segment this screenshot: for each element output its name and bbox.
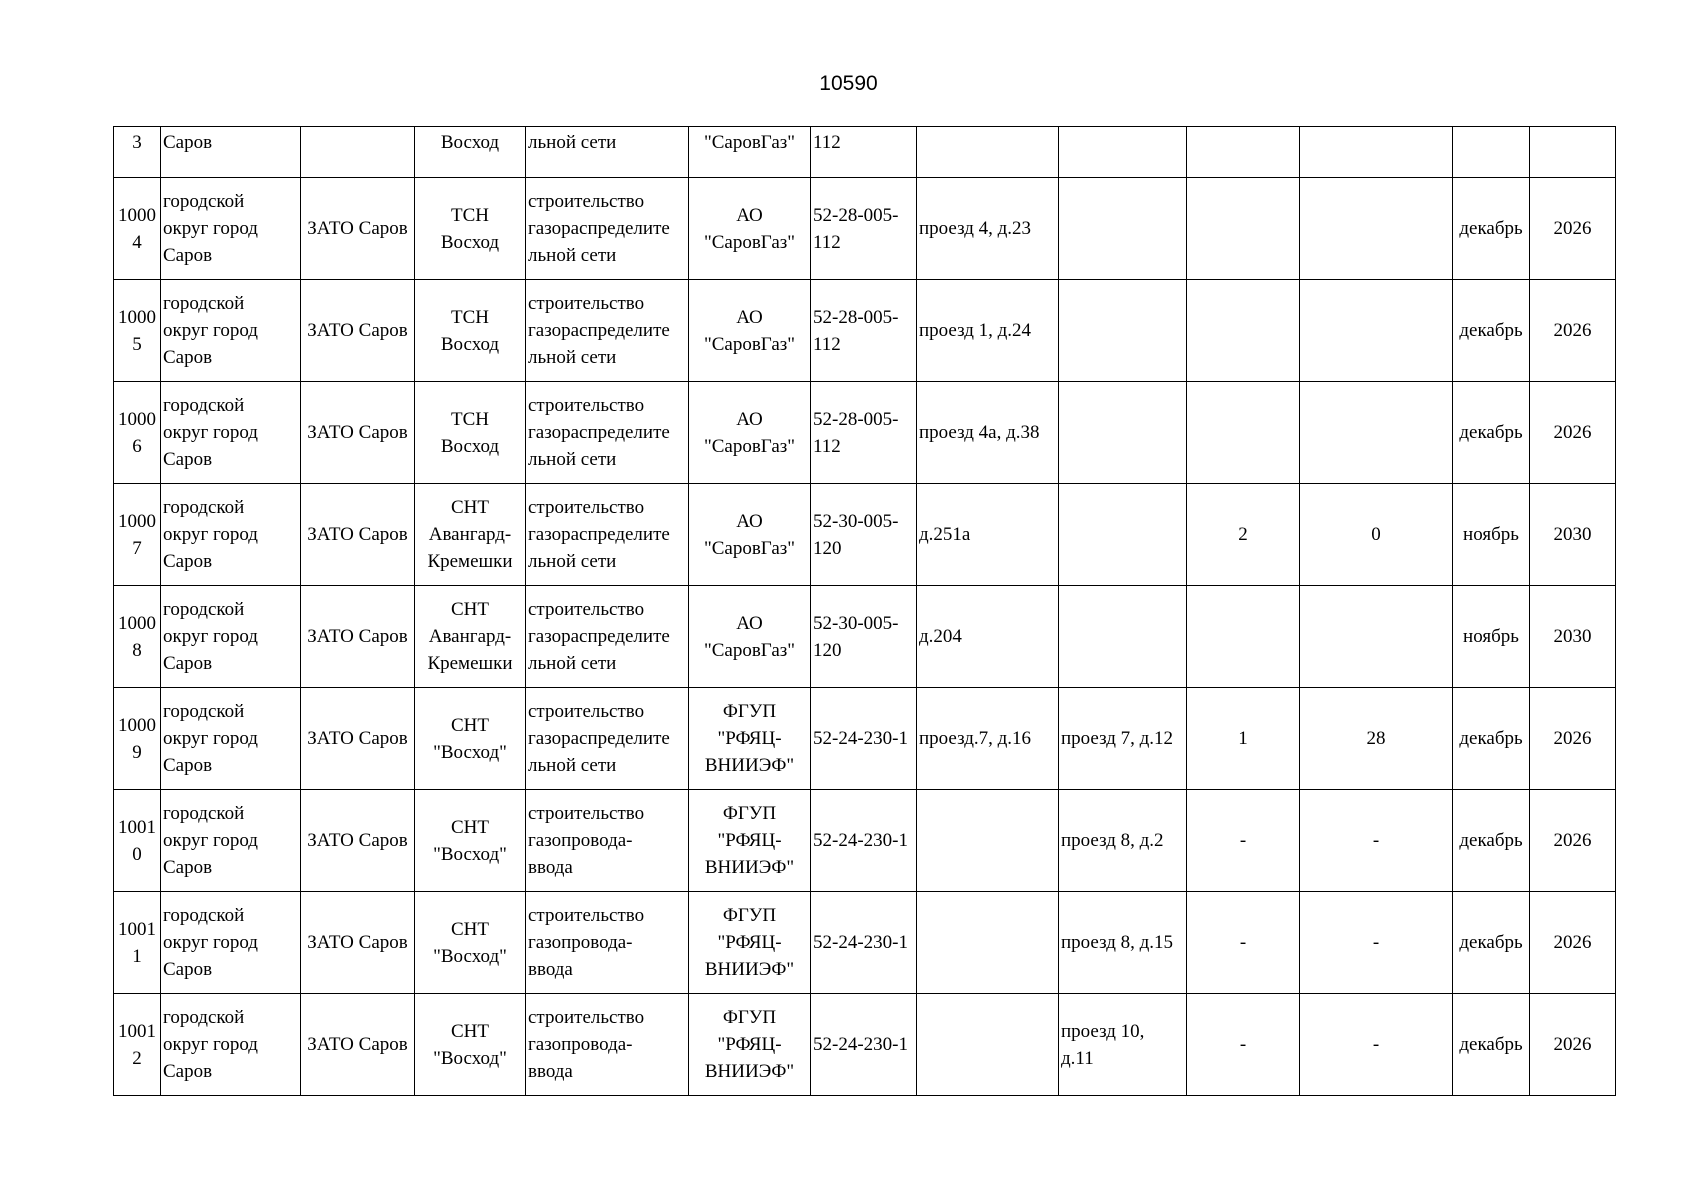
cell-municipality	[161, 994, 301, 1096]
cell-text: 52-28-005- 112	[813, 408, 899, 457]
cell-text: д.204	[919, 626, 962, 647]
cell-month	[1453, 178, 1530, 280]
cell-address1	[917, 280, 1059, 382]
table-row	[114, 994, 1616, 1096]
cell-num	[114, 484, 161, 586]
cell-address2	[1059, 688, 1187, 790]
cell-text: строительство газораспределите льной сети	[528, 293, 670, 368]
cell-text: 1000 7	[118, 510, 156, 559]
cell-settlement	[415, 586, 526, 688]
cell-text: ЗАТО Саров	[307, 830, 408, 851]
cell-address2	[1059, 484, 1187, 586]
cell-district	[301, 688, 415, 790]
table-row	[114, 382, 1616, 484]
cell-num	[114, 790, 161, 892]
cell-work	[526, 280, 689, 382]
cell-cadastral	[811, 586, 917, 688]
cell-district	[301, 280, 415, 382]
cell-cadastral	[811, 994, 917, 1096]
cell-address1	[917, 382, 1059, 484]
cell-municipality	[161, 790, 301, 892]
cell-address1	[917, 484, 1059, 586]
cell-year	[1530, 586, 1616, 688]
cell-month	[1453, 688, 1530, 790]
cell-count1	[1187, 382, 1300, 484]
cell-text: ЗАТО Саров	[307, 422, 408, 443]
cell-text: -	[1372, 1034, 1380, 1055]
cell-work	[526, 994, 689, 1096]
cell-text: -	[1239, 1034, 1247, 1055]
cell-text: городской округ город Саров	[163, 1007, 258, 1082]
cell-municipality	[161, 484, 301, 586]
cell-text: 52-24-230-1	[813, 728, 908, 749]
cell-text: городской округ город Саров	[163, 599, 258, 674]
cell-year	[1530, 178, 1616, 280]
page-number: 10590	[819, 72, 878, 95]
cell-text: АО "СаровГаз"	[703, 408, 796, 457]
cell-settlement	[415, 484, 526, 586]
cell-count2	[1300, 382, 1453, 484]
cell-text: городской округ город Саров	[163, 803, 258, 878]
cell-count2	[1300, 994, 1453, 1096]
cell-settlement: Восход	[415, 127, 526, 178]
cell-year	[1530, 382, 1616, 484]
cell-text: ноябрь	[1463, 524, 1519, 545]
cell-work	[526, 382, 689, 484]
cell-year	[1530, 790, 1616, 892]
cell-org	[689, 484, 811, 586]
cell-org	[689, 994, 811, 1096]
cell-text: проезд.7, д.16	[919, 728, 1032, 749]
cell-address2	[1059, 382, 1187, 484]
table-row	[114, 484, 1616, 586]
cell-address2	[1059, 790, 1187, 892]
cell-text: строительство газораспределите льной сети	[528, 395, 670, 470]
cell-month	[1453, 892, 1530, 994]
cell-address2	[1059, 892, 1187, 994]
cell-text: строительство газораспределите льной сети	[528, 701, 670, 776]
cell-address2	[1059, 586, 1187, 688]
cell-text: проезд 7, д.12	[1061, 728, 1174, 749]
cell-text: ноябрь	[1463, 626, 1519, 647]
cell-municipality	[161, 382, 301, 484]
cell-settlement	[415, 790, 526, 892]
cell-count1	[1187, 586, 1300, 688]
cell-text: ЗАТО Саров	[307, 728, 408, 749]
cell-district	[301, 586, 415, 688]
cell-text: АО "СаровГаз"	[703, 306, 796, 355]
cell-text: СНТ "Восход"	[433, 1020, 507, 1069]
cell-cadastral	[811, 892, 917, 994]
cell-count2	[1300, 790, 1453, 892]
cell-address2	[1059, 178, 1187, 280]
cell-text: -	[1239, 830, 1247, 851]
cell-num	[114, 688, 161, 790]
cell-text: ТСН Восход	[440, 306, 500, 355]
cell-num	[114, 280, 161, 382]
cell-org	[689, 178, 811, 280]
cell-text: ЗАТО Саров	[307, 626, 408, 647]
cell-text: СНТ Авангард- Кремешки	[427, 599, 513, 674]
cell-district	[301, 892, 415, 994]
cell-num	[114, 382, 161, 484]
cell-text: 1000 6	[118, 408, 156, 457]
cell-org	[689, 688, 811, 790]
cell-text: ФГУП "РФЯЦ- ВНИИЭФ"	[704, 803, 795, 878]
cell-text: проезд 10, д.11	[1061, 1020, 1145, 1069]
cell-text: 1	[1238, 728, 1248, 749]
cell-address1	[917, 178, 1059, 280]
cell-count1	[1187, 790, 1300, 892]
cell-month	[1453, 127, 1530, 178]
cell-count2	[1300, 688, 1453, 790]
cell-text: 52-24-230-1	[813, 1034, 908, 1055]
cell-month	[1453, 382, 1530, 484]
cell-text: СНТ Авангард- Кремешки	[427, 497, 513, 572]
cell-district	[301, 484, 415, 586]
cell-district	[301, 382, 415, 484]
cell-text: ТСН Восход	[440, 408, 500, 457]
cell-text: 52-30-005- 120	[813, 612, 899, 661]
cell-municipality	[161, 280, 301, 382]
cell-text: 2030	[1553, 524, 1592, 545]
cell-text: 2026	[1553, 728, 1592, 749]
cell-address2	[1059, 127, 1187, 178]
cell-count1	[1187, 892, 1300, 994]
cell-address2	[1059, 994, 1187, 1096]
cell-text: ФГУП "РФЯЦ- ВНИИЭФ"	[704, 905, 795, 980]
cell-text: городской округ город Саров	[163, 905, 258, 980]
cell-text: 28	[1366, 728, 1386, 749]
cell-cadastral: 112	[811, 127, 917, 178]
cell-settlement	[415, 280, 526, 382]
table-row	[114, 790, 1616, 892]
cell-cadastral	[811, 484, 917, 586]
cell-num: 3	[114, 127, 161, 178]
cell-address1	[917, 892, 1059, 994]
cell-count2	[1300, 484, 1453, 586]
cell-text: 1000 9	[118, 714, 156, 763]
cell-count1	[1187, 994, 1300, 1096]
cell-count1	[1187, 178, 1300, 280]
cell-month	[1453, 586, 1530, 688]
cell-text: строительство газопровода- ввода	[528, 1007, 645, 1082]
cell-text: 2026	[1553, 830, 1592, 851]
cell-text: -	[1239, 932, 1247, 953]
cell-count2	[1300, 127, 1453, 178]
cell-count1	[1187, 280, 1300, 382]
cell-text: 2026	[1553, 218, 1592, 239]
table-row	[114, 892, 1616, 994]
cell-text: ФГУП "РФЯЦ- ВНИИЭФ"	[704, 1007, 795, 1082]
cell-text: строительство газораспределите льной сети	[528, 191, 670, 266]
cell-text: декабрь	[1459, 830, 1523, 851]
cell-text: проезд 1, д.24	[919, 320, 1032, 341]
cell-work	[526, 688, 689, 790]
cell-text: строительство газораспределите льной сети	[528, 599, 670, 674]
cell-text: 52-30-005- 120	[813, 510, 899, 559]
table-row	[114, 688, 1616, 790]
cell-count1	[1187, 127, 1300, 178]
cell-work	[526, 892, 689, 994]
cell-text: АО "СаровГаз"	[703, 510, 796, 559]
cell-settlement	[415, 994, 526, 1096]
cell-text: ЗАТО Саров	[307, 218, 408, 239]
cell-municipality	[161, 688, 301, 790]
cell-settlement	[415, 382, 526, 484]
cell-municipality	[161, 178, 301, 280]
cell-cadastral	[811, 688, 917, 790]
cell-text: проезд 8, д.2	[1061, 830, 1164, 851]
cell-settlement	[415, 178, 526, 280]
cell-district	[301, 178, 415, 280]
cell-count1	[1187, 688, 1300, 790]
cell-text: декабрь	[1459, 320, 1523, 341]
cell-text: 0	[1371, 524, 1381, 545]
cell-district	[301, 994, 415, 1096]
cell-text: проезд 8, д.15	[1061, 932, 1174, 953]
cell-text: СНТ "Восход"	[433, 714, 507, 763]
cell-cadastral	[811, 178, 917, 280]
cell-address1	[917, 688, 1059, 790]
cell-text: ЗАТО Саров	[307, 524, 408, 545]
cell-num	[114, 178, 161, 280]
cell-org	[689, 892, 811, 994]
cell-text: городской округ город Саров	[163, 497, 258, 572]
cell-text: ТСН Восход	[440, 204, 500, 253]
cell-year	[1530, 127, 1616, 178]
table-row	[114, 178, 1616, 280]
cell-text: городской округ город Саров	[163, 701, 258, 776]
cell-text: строительство газопровода- ввода	[528, 905, 645, 980]
cell-org	[689, 382, 811, 484]
cell-settlement	[415, 892, 526, 994]
cell-month	[1453, 994, 1530, 1096]
cell-text: ЗАТО Саров	[307, 932, 408, 953]
cell-work: льной сети	[526, 127, 689, 178]
cell-count2	[1300, 586, 1453, 688]
cell-text: ФГУП "РФЯЦ- ВНИИЭФ"	[704, 701, 795, 776]
cell-text: декабрь	[1459, 218, 1523, 239]
cell-text: проезд 4а, д.38	[919, 422, 1040, 443]
cell-text: 1000 5	[118, 306, 156, 355]
cell-text: декабрь	[1459, 932, 1523, 953]
cell-work	[526, 178, 689, 280]
cell-text: 2026	[1553, 1034, 1592, 1055]
cell-org: "СаровГаз"	[689, 127, 811, 178]
cell-work	[526, 790, 689, 892]
cell-text: 1001 1	[118, 918, 156, 967]
cell-text: строительство газопровода- ввода	[528, 803, 645, 878]
cell-text: 2026	[1553, 932, 1592, 953]
cell-municipality	[161, 586, 301, 688]
cell-municipality: Саров	[161, 127, 301, 178]
cell-address1	[917, 127, 1059, 178]
cell-text: декабрь	[1459, 728, 1523, 749]
cell-settlement	[415, 688, 526, 790]
data-table	[113, 126, 1616, 1096]
cell-text: декабрь	[1459, 422, 1523, 443]
cell-text: -	[1372, 932, 1380, 953]
cell-text: 1001 0	[118, 816, 156, 865]
cell-address2	[1059, 280, 1187, 382]
cell-cadastral	[811, 382, 917, 484]
cell-text: ЗАТО Саров	[307, 320, 408, 341]
table-row	[114, 586, 1616, 688]
cell-work	[526, 586, 689, 688]
cell-year	[1530, 688, 1616, 790]
cell-address1	[917, 994, 1059, 1096]
cell-text: 52-28-005- 112	[813, 204, 899, 253]
table-row	[114, 280, 1616, 382]
cell-count2	[1300, 280, 1453, 382]
cell-text: 52-24-230-1	[813, 830, 908, 851]
cell-num	[114, 892, 161, 994]
cell-address1	[917, 586, 1059, 688]
cell-text: д.251а	[919, 524, 971, 545]
cell-text: 52-24-230-1	[813, 932, 908, 953]
cell-text: городской округ город Саров	[163, 395, 258, 470]
cell-text: городской округ город Саров	[163, 293, 258, 368]
cell-text: СНТ "Восход"	[433, 816, 507, 865]
cell-org	[689, 790, 811, 892]
cell-month	[1453, 280, 1530, 382]
cell-work	[526, 484, 689, 586]
cell-text: городской округ город Саров	[163, 191, 258, 266]
cell-text: 2030	[1553, 626, 1592, 647]
cell-count2	[1300, 178, 1453, 280]
cell-text: строительство газораспределите льной сети	[528, 497, 670, 572]
cell-text: АО "СаровГаз"	[703, 612, 796, 661]
cell-text: 1000 8	[118, 612, 156, 661]
table-row	[114, 127, 1616, 178]
cell-year	[1530, 892, 1616, 994]
cell-num	[114, 586, 161, 688]
cell-text: 2	[1238, 524, 1248, 545]
cell-num	[114, 994, 161, 1096]
cell-text: проезд 4, д.23	[919, 218, 1032, 239]
cell-year	[1530, 280, 1616, 382]
cell-text: СНТ "Восход"	[433, 918, 507, 967]
cell-year	[1530, 994, 1616, 1096]
cell-text: ЗАТО Саров	[307, 1034, 408, 1055]
cell-org	[689, 586, 811, 688]
cell-text: 1001 2	[118, 1020, 156, 1069]
cell-year	[1530, 484, 1616, 586]
cell-text: 2026	[1553, 320, 1592, 341]
cell-cadastral	[811, 280, 917, 382]
cell-text: -	[1372, 830, 1380, 851]
cell-count1	[1187, 484, 1300, 586]
cell-district	[301, 127, 415, 178]
cell-text: АО "СаровГаз"	[703, 204, 796, 253]
cell-text: 2026	[1553, 422, 1592, 443]
cell-text: декабрь	[1459, 1034, 1523, 1055]
cell-text: 52-28-005- 112	[813, 306, 899, 355]
cell-month	[1453, 790, 1530, 892]
cell-district	[301, 790, 415, 892]
cell-month	[1453, 484, 1530, 586]
cell-municipality	[161, 892, 301, 994]
cell-org	[689, 280, 811, 382]
cell-text: 1000 4	[118, 204, 156, 253]
cell-address1	[917, 790, 1059, 892]
cell-cadastral	[811, 790, 917, 892]
cell-count2	[1300, 892, 1453, 994]
